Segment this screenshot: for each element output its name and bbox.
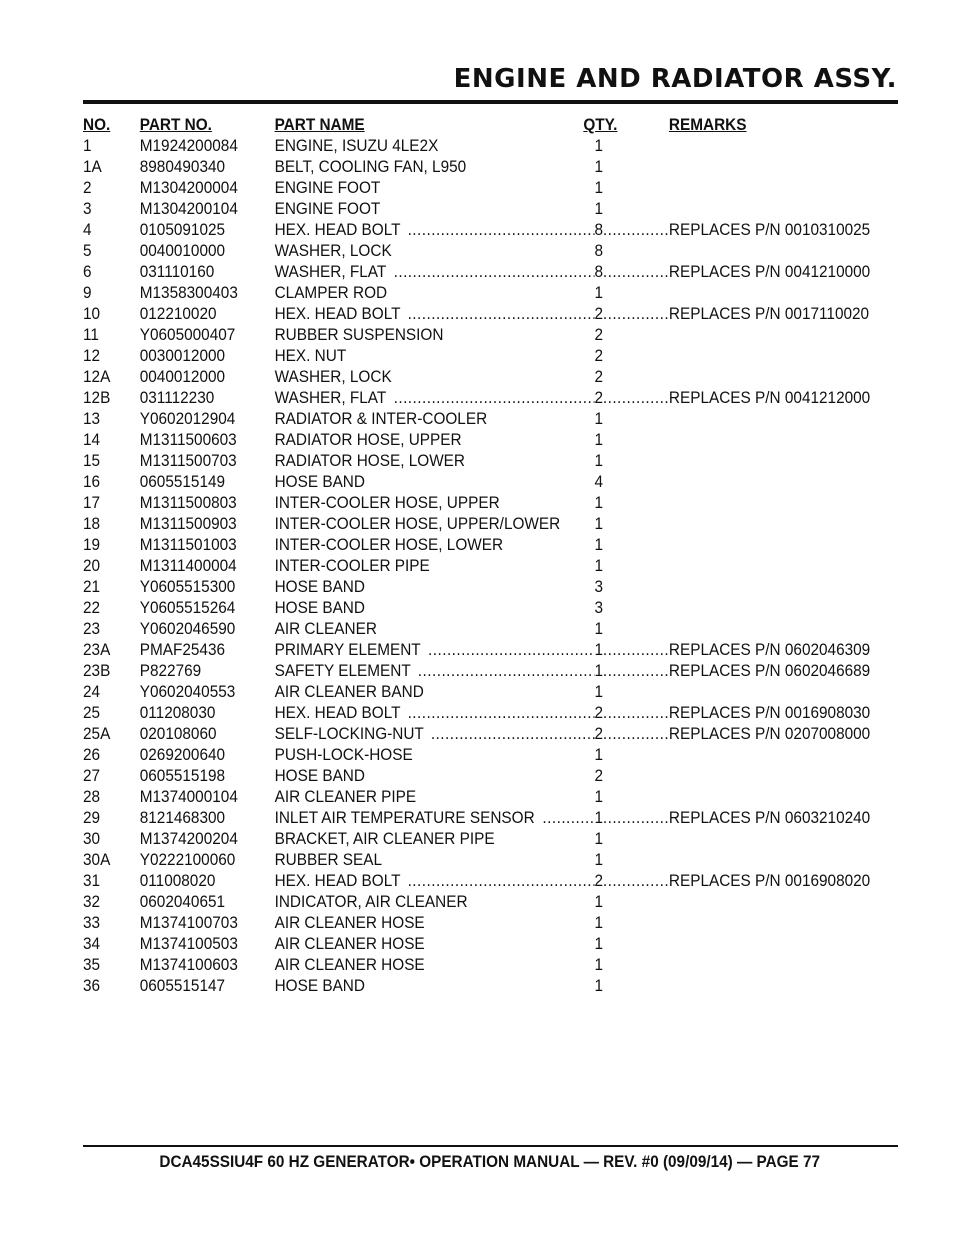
part-qty: 8: [594, 242, 604, 260]
part-number-index: 36: [83, 977, 101, 995]
part-remarks: REPLACES P/N 0017110020: [668, 305, 870, 323]
part-number: 012210020: [139, 305, 217, 323]
table-row: [83, 283, 892, 304]
part-name: WASHER, LOCK: [274, 242, 392, 260]
part-number-index: 32: [83, 893, 101, 911]
part-name: RADIATOR HOSE, UPPER: [274, 431, 462, 449]
part-number-index: 24: [83, 683, 101, 701]
part-name: PUSH-LOCK-HOSE: [274, 746, 413, 764]
part-name: AIR CLEANER HOSE: [274, 914, 425, 932]
part-qty: 1: [594, 746, 604, 764]
part-name: SAFETY ELEMENT: [274, 662, 411, 680]
part-number: P822769: [139, 662, 202, 680]
part-number: M1311500703: [139, 452, 237, 470]
header-part-no: PART NO.: [139, 116, 212, 134]
table-row: [83, 241, 892, 262]
table-row: [83, 955, 892, 976]
table-row: [83, 724, 892, 745]
leader-dots: [603, 808, 669, 829]
part-number: Y0602046590: [139, 620, 236, 638]
part-number-index: 22: [83, 599, 101, 617]
part-qty: 1: [594, 431, 604, 449]
table-row: [83, 934, 892, 955]
part-name: AIR CLEANER HOSE: [274, 935, 425, 953]
part-number: M1374100603: [139, 956, 238, 974]
table-row: [83, 787, 892, 808]
part-qty: 2: [594, 389, 604, 407]
leader-dots: [603, 262, 669, 283]
part-number-index: 5: [83, 242, 92, 260]
part-number-index: 2: [83, 179, 92, 197]
part-name: INLET AIR TEMPERATURE SENSOR: [274, 809, 535, 827]
part-number-index: 13: [83, 410, 101, 428]
table-row: [83, 199, 892, 220]
parts-header-row: [83, 115, 892, 136]
part-number-index: 10: [83, 305, 101, 323]
part-name: HEX. HEAD BOLT: [274, 305, 401, 323]
part-name: INTER-COOLER PIPE: [274, 557, 430, 575]
leader-dots: [603, 304, 669, 325]
part-name: ENGINE, ISUZU 4LE2X: [274, 137, 439, 155]
part-number-index: 35: [83, 956, 101, 974]
part-number: 011008020: [139, 872, 216, 890]
leader-dots: [408, 220, 595, 241]
part-qty: 1: [594, 494, 604, 512]
part-number-index: 30: [83, 830, 101, 848]
part-number-index: 18: [83, 515, 101, 533]
part-qty: 2: [594, 305, 604, 323]
table-row: [83, 682, 892, 703]
table-row: [83, 346, 892, 367]
part-number-index: 23A: [83, 641, 111, 659]
leader-dots: [428, 640, 594, 661]
page-footer: DCA45SSIU4F 60 HZ GENERATOR• OPERATION MANUAL — REV. #0 (09/09/14) — PAGE 77: [159, 1152, 820, 1171]
part-remarks: REPLACES P/N 0602046689: [668, 662, 871, 680]
part-number: M1311500603: [139, 431, 237, 449]
part-number-index: 19: [83, 536, 101, 554]
part-remarks: REPLACES P/N 0016908020: [668, 872, 871, 890]
part-qty: 8: [594, 263, 604, 281]
part-number-index: 11: [83, 326, 99, 344]
table-row: [83, 493, 892, 514]
part-number: Y0602012904: [139, 410, 236, 428]
part-name: HOSE BAND: [274, 977, 365, 995]
part-name: AIR CLEANER BAND: [274, 683, 424, 701]
leader-dots: [603, 640, 669, 661]
part-number: M1374000104: [139, 788, 238, 806]
title-divider: [83, 100, 898, 104]
leader-dots: [394, 388, 595, 409]
part-name: RUBBER SUSPENSION: [274, 326, 444, 344]
leader-dots: [408, 871, 595, 892]
table-row: [83, 388, 892, 409]
table-row: [83, 409, 892, 430]
part-qty: 1: [594, 620, 604, 638]
part-remarks: REPLACES P/N 0016908030: [668, 704, 871, 722]
part-number: 0040012000: [139, 368, 226, 386]
part-number-index: 23: [83, 620, 101, 638]
part-number: PMAF25436: [139, 641, 226, 659]
part-qty: 1: [594, 452, 604, 470]
table-row: [83, 556, 892, 577]
part-number: 031112230: [139, 389, 215, 407]
part-number-index: 20: [83, 557, 101, 575]
part-remarks: REPLACES P/N 0207008000: [668, 725, 871, 743]
part-number: M1311501003: [139, 536, 237, 554]
table-row: [83, 535, 892, 556]
part-qty: 4: [594, 473, 604, 491]
parts-list: [83, 115, 898, 997]
table-row: [83, 829, 892, 850]
part-qty: 1: [594, 536, 604, 554]
part-number-index: 12B: [83, 389, 111, 407]
part-number: M1374100703: [139, 914, 238, 932]
part-qty: 3: [594, 599, 604, 617]
part-name: RUBBER SEAL: [274, 851, 383, 869]
part-name: HEX. HEAD BOLT: [274, 704, 401, 722]
part-qty: 1: [594, 788, 604, 806]
part-qty: 1: [594, 662, 604, 680]
part-name: HOSE BAND: [274, 578, 365, 596]
part-qty: 1: [594, 410, 604, 428]
part-name: WASHER, LOCK: [274, 368, 392, 386]
leader-dots: [542, 808, 594, 829]
part-name: AIR CLEANER HOSE: [274, 956, 425, 974]
table-row: [83, 745, 892, 766]
leader-dots: [603, 220, 669, 241]
part-name: PRIMARY ELEMENT: [274, 641, 421, 659]
part-qty: 1: [594, 641, 604, 659]
part-name: INTER-COOLER HOSE, UPPER: [274, 494, 500, 512]
part-number: 0030012000: [139, 347, 226, 365]
parts-rows: [83, 136, 898, 997]
part-number-index: 9: [83, 284, 92, 302]
part-number-index: 27: [83, 767, 101, 785]
part-qty: 1: [594, 893, 604, 911]
part-number: M1311500803: [139, 494, 237, 512]
part-number: M1311500903: [139, 515, 237, 533]
part-number-index: 4: [83, 221, 92, 239]
table-row: [83, 913, 892, 934]
table-row: [83, 808, 892, 829]
part-name: RADIATOR HOSE, LOWER: [274, 452, 466, 470]
part-number-index: 28: [83, 788, 101, 806]
page-title: ENGINE AND RADIATOR ASSY.: [453, 64, 897, 94]
table-row: [83, 430, 892, 451]
table-row: [83, 472, 892, 493]
part-number: 0105091025: [139, 221, 226, 239]
table-row: [83, 661, 892, 682]
table-row: [83, 892, 892, 913]
table-row: [83, 976, 892, 997]
part-qty: 2: [594, 872, 604, 890]
part-qty: 8: [594, 221, 604, 239]
part-qty: 3: [594, 578, 604, 596]
part-number-index: 16: [83, 473, 101, 491]
part-qty: 1: [594, 179, 604, 197]
part-name: INTER-COOLER HOSE, LOWER: [274, 536, 504, 554]
part-qty: 1: [594, 935, 604, 953]
header-no: NO.: [83, 116, 111, 134]
leader-dots: [408, 304, 595, 325]
part-qty: 1: [594, 977, 604, 995]
part-number: Y0605000407: [139, 326, 236, 344]
part-qty: 2: [594, 368, 604, 386]
table-row: [83, 451, 892, 472]
table-row: [83, 850, 892, 871]
part-number: Y0605515264: [139, 599, 236, 617]
part-name: WASHER, FLAT: [274, 263, 387, 281]
part-qty: 1: [594, 557, 604, 575]
part-name: AIR CLEANER PIPE: [274, 788, 417, 806]
table-row: [83, 262, 892, 283]
part-number-index: 34: [83, 935, 101, 953]
part-name: INTER-COOLER HOSE, UPPER/LOWER: [274, 515, 561, 533]
part-name: WASHER, FLAT: [274, 389, 387, 407]
table-row: [83, 178, 892, 199]
table-row: [83, 514, 892, 535]
part-number: 8980490340: [139, 158, 226, 176]
part-number: Y0602040553: [139, 683, 236, 701]
part-name: HOSE BAND: [274, 599, 365, 617]
part-name: HEX. NUT: [274, 347, 347, 365]
table-row: [83, 640, 892, 661]
part-qty: 1: [594, 200, 604, 218]
part-qty: 1: [594, 830, 604, 848]
part-number: M1924200084: [139, 137, 238, 155]
part-number-index: 21: [83, 578, 101, 596]
table-row: [83, 766, 892, 787]
part-name: BELT, COOLING FAN, L950: [274, 158, 467, 176]
part-qty: 1: [594, 683, 604, 701]
leader-dots: [394, 262, 595, 283]
part-qty: 1: [594, 809, 604, 827]
part-name: ENGINE FOOT: [274, 200, 381, 218]
part-qty: 2: [594, 767, 604, 785]
part-number-index: 12: [83, 347, 101, 365]
part-number: M1374100503: [139, 935, 238, 953]
part-remarks: REPLACES P/N 0010310025: [668, 221, 871, 239]
table-row: [83, 325, 892, 346]
part-number: 020108060: [139, 725, 217, 743]
part-qty: 1: [594, 284, 604, 302]
part-remarks: REPLACES P/N 0603210240: [668, 809, 871, 827]
part-number: 011208030: [139, 704, 216, 722]
table-row: [83, 619, 892, 640]
part-number-index: 29: [83, 809, 101, 827]
part-qty: 1: [594, 851, 604, 869]
leader-dots: [431, 724, 595, 745]
table-row: [83, 157, 892, 178]
part-number: 031110160: [139, 263, 215, 281]
table-row: [83, 598, 892, 619]
part-qty: 1: [594, 158, 604, 176]
part-name: HEX. HEAD BOLT: [274, 872, 401, 890]
table-row: [83, 367, 892, 388]
part-number: 0602040651: [139, 893, 226, 911]
part-number: M1304200104: [139, 200, 238, 218]
part-name: INDICATOR, AIR CLEANER: [274, 893, 468, 911]
leader-dots: [603, 388, 669, 409]
part-number: M1374200204: [139, 830, 238, 848]
footer-divider: [83, 1145, 898, 1147]
part-number-index: 12A: [83, 368, 111, 386]
table-row: [83, 871, 892, 892]
part-number-index: 23B: [83, 662, 111, 680]
table-row: [83, 577, 892, 598]
leader-dots: [603, 724, 669, 745]
part-number: 0269200640: [139, 746, 226, 764]
part-number: M1304200004: [139, 179, 238, 197]
part-name: HOSE BAND: [274, 767, 365, 785]
part-qty: 2: [594, 326, 604, 344]
leader-dots: [603, 871, 669, 892]
part-qty: 1: [594, 914, 604, 932]
part-number: M1311400004: [139, 557, 237, 575]
part-number: Y0222100060: [139, 851, 236, 869]
table-row: [83, 220, 892, 241]
part-number-index: 3: [83, 200, 92, 218]
table-row: [83, 136, 892, 157]
part-name: HEX. HEAD BOLT: [274, 221, 401, 239]
part-number-index: 1: [83, 137, 92, 155]
part-number: 0040010000: [139, 242, 226, 260]
part-remarks: REPLACES P/N 0041212000: [668, 389, 871, 407]
table-row: [83, 703, 892, 724]
part-number: 0605515147: [139, 977, 226, 995]
part-name: AIR CLEANER: [274, 620, 377, 638]
leader-dots: [408, 703, 595, 724]
part-number: 0605515149: [139, 473, 226, 491]
leader-dots: [418, 661, 595, 682]
part-qty: 2: [594, 704, 604, 722]
part-number-index: 25A: [83, 725, 111, 743]
part-number-index: 33: [83, 914, 101, 932]
part-number: 8121468300: [139, 809, 226, 827]
part-remarks: REPLACES P/N 0041210000: [668, 263, 871, 281]
part-number: Y0605515300: [139, 578, 236, 596]
part-number-index: 15: [83, 452, 101, 470]
leader-dots: [603, 703, 669, 724]
part-number-index: 30A: [83, 851, 111, 869]
part-name: CLAMPER ROD: [274, 284, 388, 302]
part-name: RADIATOR & INTER-COOLER: [274, 410, 488, 428]
part-qty: 2: [594, 725, 604, 743]
part-number-index: 14: [83, 431, 101, 449]
part-name: ENGINE FOOT: [274, 179, 381, 197]
header-qty: QTY.: [583, 116, 618, 134]
part-number: M1358300403: [139, 284, 238, 302]
part-name: SELF-LOCKING-NUT: [274, 725, 424, 743]
part-qty: 2: [594, 347, 604, 365]
part-number-index: 26: [83, 746, 101, 764]
part-name: BRACKET, AIR CLEANER PIPE: [274, 830, 495, 848]
part-name: HOSE BAND: [274, 473, 365, 491]
part-number: 0605515198: [139, 767, 226, 785]
part-number-index: 25: [83, 704, 101, 722]
part-number-index: 1A: [83, 158, 102, 176]
part-number-index: 17: [83, 494, 101, 512]
part-number-index: 6: [83, 263, 92, 281]
part-qty: 1: [594, 137, 604, 155]
header-part-name: PART NAME: [274, 116, 365, 134]
part-qty: 1: [594, 515, 604, 533]
part-remarks: REPLACES P/N 0602046309: [668, 641, 871, 659]
header-remarks: REMARKS: [668, 116, 747, 134]
part-qty: 1: [594, 956, 604, 974]
part-number-index: 31: [83, 872, 101, 890]
leader-dots: [603, 661, 669, 682]
table-row: [83, 304, 892, 325]
